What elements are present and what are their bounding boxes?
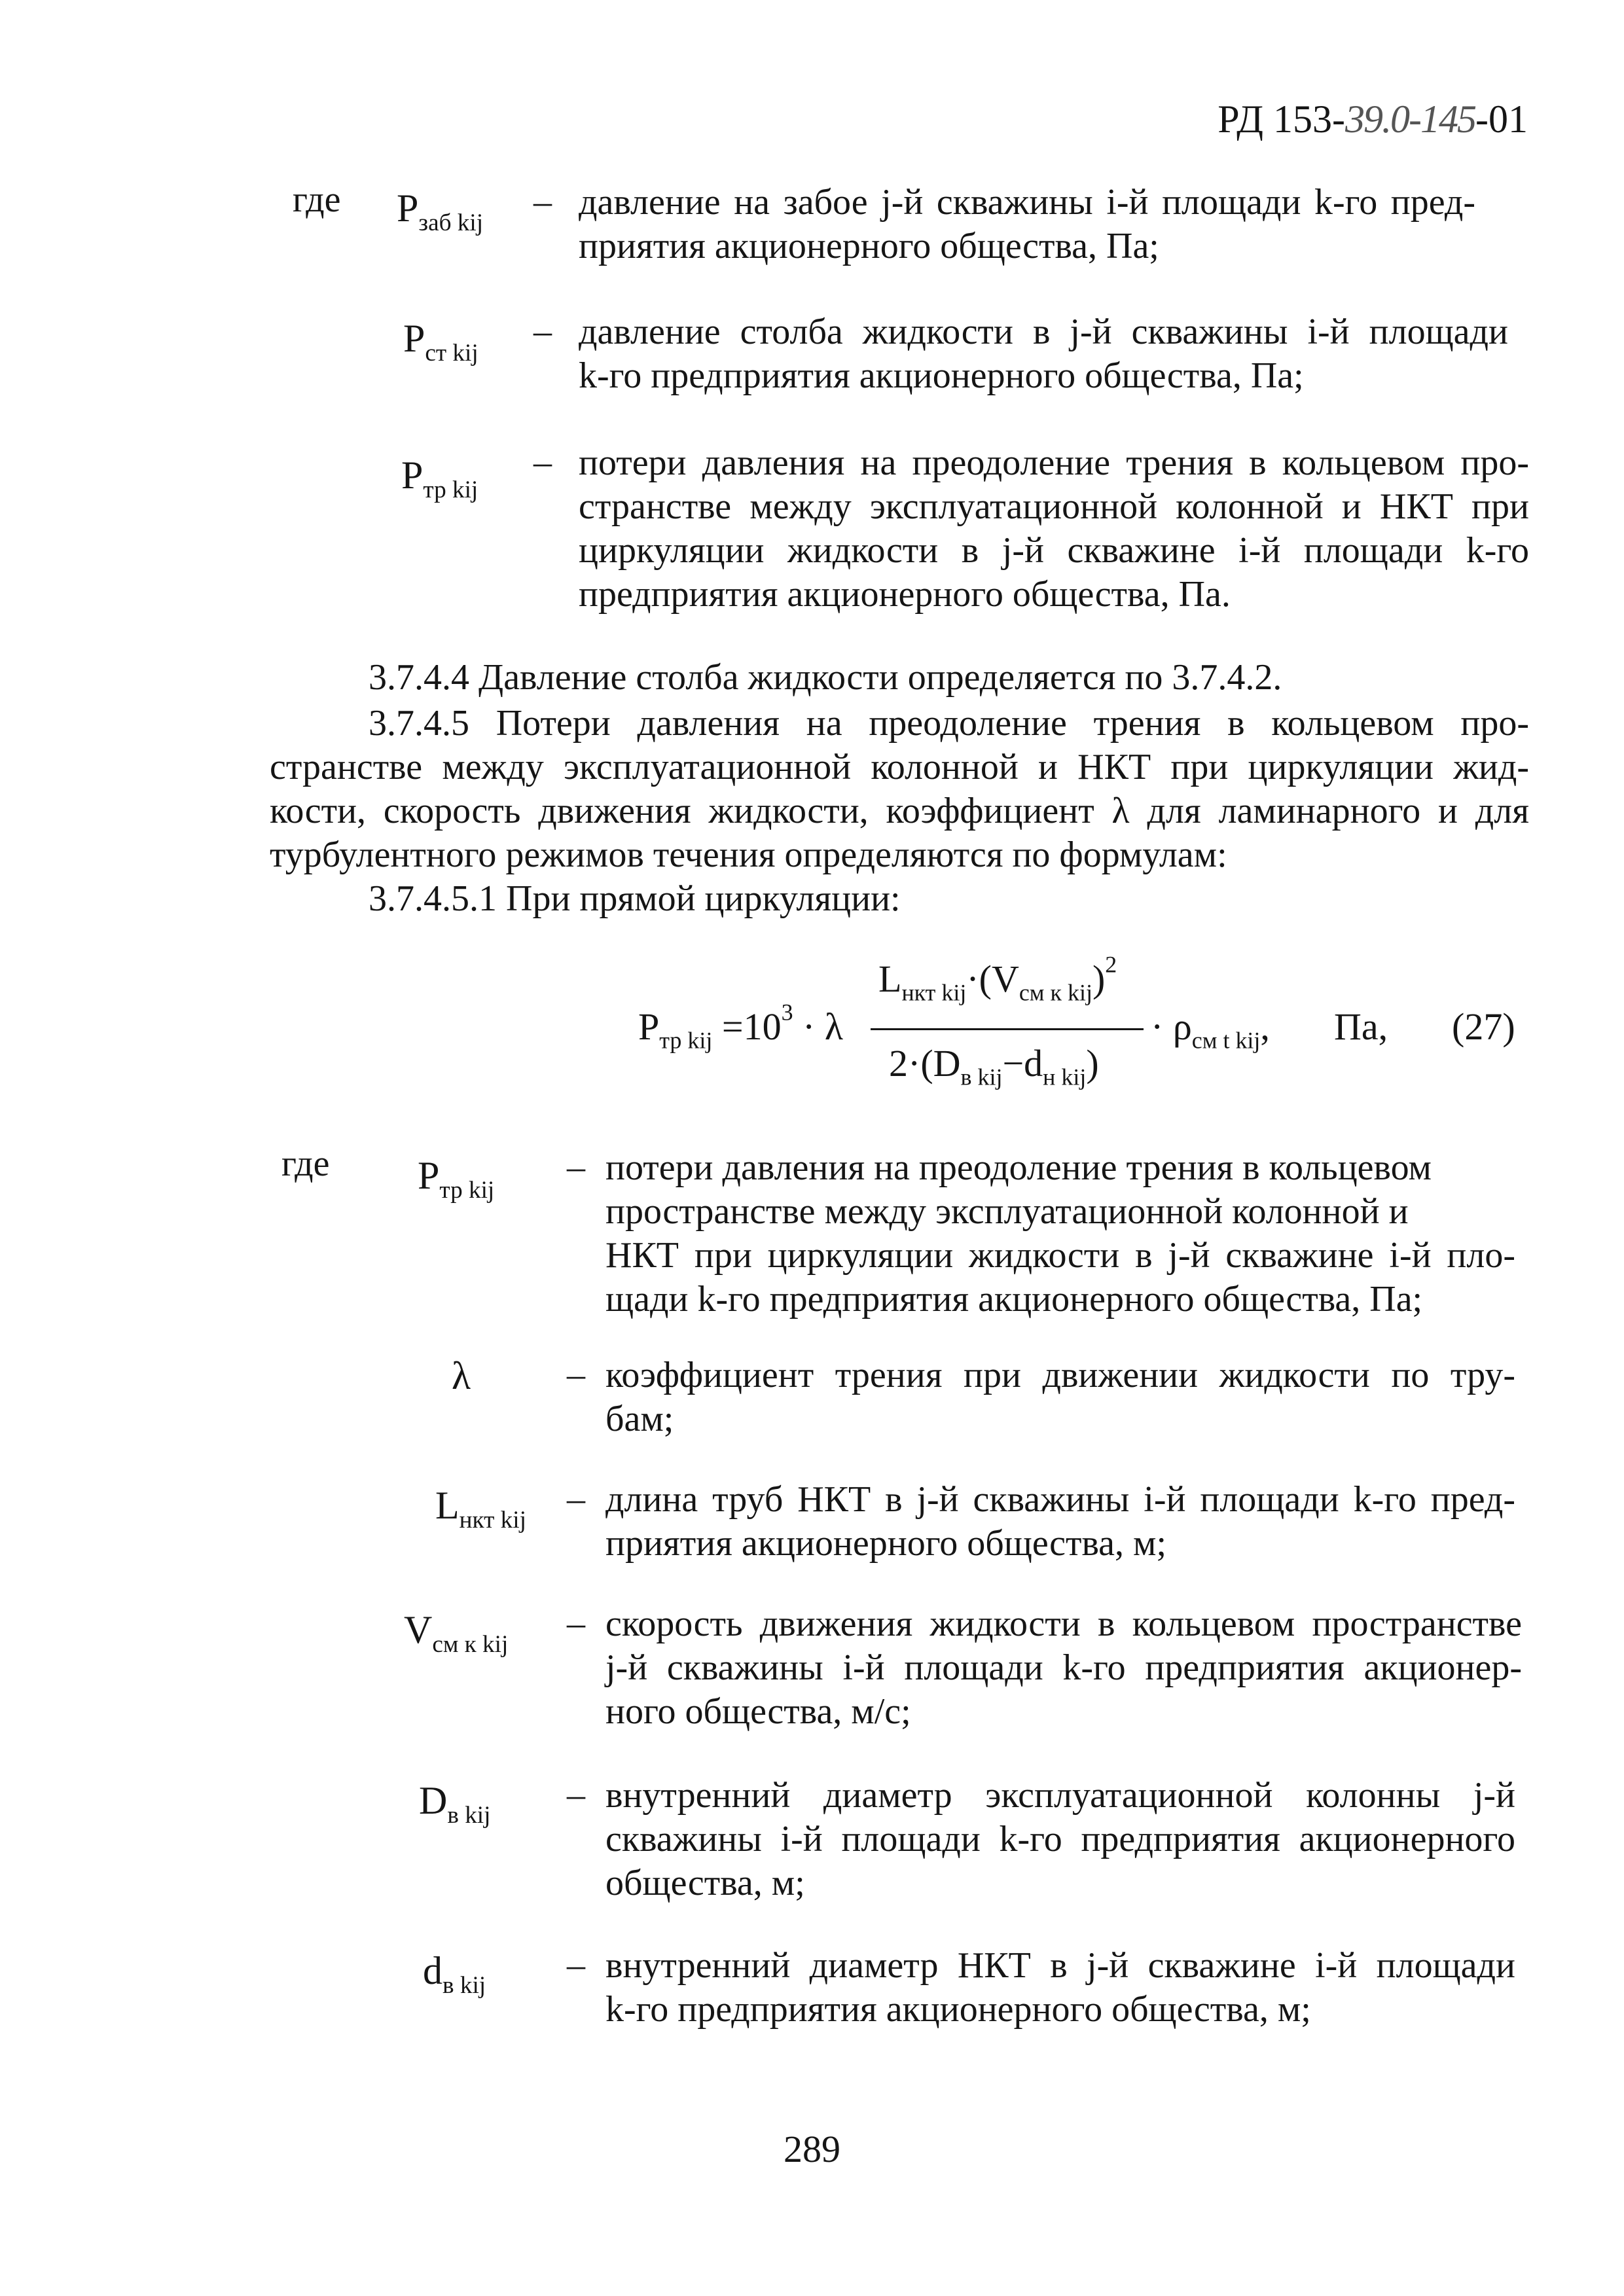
definition-dash: – xyxy=(533,442,552,482)
formula-numerator: $L_{нкт kij}\cdot(V_{см к kij})^2$ xyxy=(878,951,1117,1006)
definition-lambda: коэффициент трения при движении жидкости по тру- бам; xyxy=(605,1355,1515,1439)
where-label-1: где xyxy=(293,179,341,220)
symbol-d-nkt: $d_{в kij}$ xyxy=(423,1949,486,2000)
document-code-prefix: РД 153- xyxy=(1218,98,1346,141)
document-code-suffix: -01 xyxy=(1475,98,1528,141)
definition-d-v: внутренний диаметр эксплуатационной колонны j-й скважины i-й площади k-го предприятия акционерного общества, м; xyxy=(605,1775,1515,1903)
definition-d-nkt: внутренний диаметр НКТ в j-й скважине i-й площади k-го предприятия акционерного общества, м; xyxy=(605,1945,1515,2030)
section-3-7-4-5-1: 3.7.4.5.1 При прямой циркуляции: xyxy=(369,878,901,919)
definition-dash: – xyxy=(567,1945,585,1985)
symbol-d-v: $D_{в kij}$ xyxy=(419,1779,491,1829)
definition-v-sm: скорость движения жидкости в кольцевом пространстве j-й скважины i-й площади k-го предприятия акционер- ного общества, м/с; xyxy=(605,1604,1522,1732)
definition-dash: – xyxy=(567,1479,585,1519)
definition-dash: – xyxy=(567,1603,585,1643)
formula-lhs: $P_{тр kij} =10^3 \cdot \lambda$ xyxy=(638,999,843,1054)
formula-fraction-bar xyxy=(871,1028,1144,1030)
document-code-handwritten: 39.0-145 xyxy=(1345,98,1476,141)
definition-dash: – xyxy=(567,1147,585,1187)
definition-p-st: давление столба жидкости в j-й скважины i-й площади k-го предприятия акционерного общества, Па; xyxy=(579,312,1508,396)
definition-p-tr: потери давления на преодоление трения в кольцевом про- странстве между эксплуатационной колонной и НКТ при циркуляции жидкости в j-й скважине i-й площади k-го предприятия акционерного общества, Па. xyxy=(579,442,1529,615)
formula-rho: · $\rho_{см t kij}$, xyxy=(1151,1005,1270,1054)
definition-dash: – xyxy=(567,1774,585,1815)
symbol-lambda: λ xyxy=(452,1354,471,1397)
page-number: 289 xyxy=(784,2128,840,2170)
section-3-7-4-5: 3.7.4.5 Потери давления на преодоление трения в кольцевом про- странстве между эксплуатационной колонной и НКТ при циркуляции жид- кости, скорость движения жидкости, коэффициент λ для ламинарного и для турбулентного режимов течения определяются по формулам: xyxy=(270,703,1529,875)
symbol-p-zab: $Р_{заб kij}$ xyxy=(397,187,484,237)
symbol-p-st: $Р_{ст kij}$ xyxy=(403,317,478,367)
formula-units: Па, xyxy=(1334,1005,1388,1048)
symbol-l-nkt: $L_{нкт kij}$ xyxy=(435,1484,526,1534)
definition-p-tr-2: потери давления на преодоление трения в кольцевом пространстве между эксплуатационной колонной и НКТ при циркуляции жидкости в j-й скважине i-й пло- щади k-го предприятия акционерного общества, Па; xyxy=(605,1147,1515,1319)
definition-l-nkt: длина труб НКТ в j-й скважины i-й площади k-го пред- приятия акционерного общества, м; xyxy=(605,1479,1515,1564)
formula-number: (27) xyxy=(1452,1005,1515,1048)
symbol-p-tr-2: $Р_{тр kij}$ xyxy=(418,1154,495,1204)
definition-dash: – xyxy=(533,311,552,351)
formula-denominator: $2\cdot(D_{в kij}-d_{н kij})$ xyxy=(889,1042,1099,1090)
symbol-p-tr: $Р_{тр kij}$ xyxy=(401,454,478,504)
definition-dash: – xyxy=(567,1354,585,1395)
definition-dash: – xyxy=(533,181,552,222)
definition-p-zab: давление на забое j-й скважины i-й площади k-го пред- приятия акционерного общества, Па; xyxy=(579,182,1475,266)
document-code xyxy=(1218,97,1528,142)
symbol-v-sm: $V_{см к kij}$ xyxy=(404,1608,509,1659)
where-label-2: где xyxy=(281,1143,330,1184)
section-3-7-4-4: 3.7.4.4 Давление столба жидкости определяется по 3.7.4.2. xyxy=(369,657,1282,698)
